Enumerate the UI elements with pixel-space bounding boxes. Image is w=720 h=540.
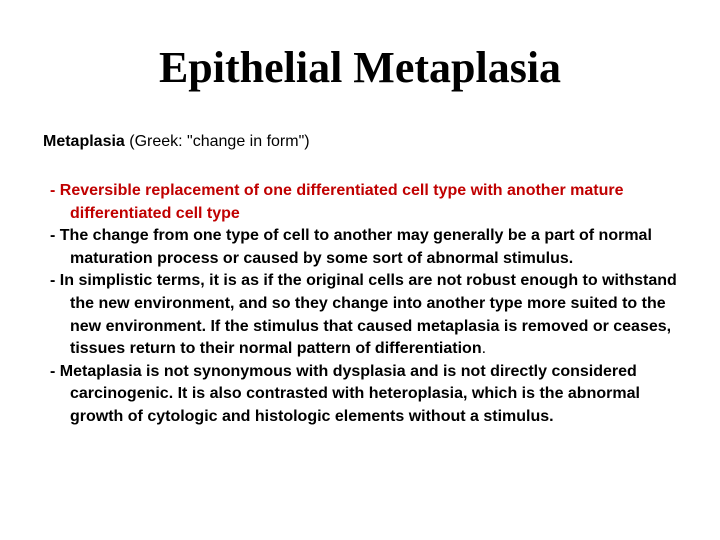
bullet-text: - The change from one type of cell to another may generally be a part of normal maturation process or caused by some sort of abnormal stimulus. (50, 227, 652, 267)
bullet-text: - Metaplasia is not synonymous with dysplasia and is not directly considered carcinogenic. It is also contrasted with heteroplasia, which is the abnormal growth of cytologic and histologic elements without a stimulus. (50, 362, 640, 425)
bullet-highlight: Reversible replacement (59, 182, 240, 199)
bullet-dash: - (50, 182, 60, 199)
bullet-reversible-replacement (50, 180, 680, 225)
bullet-text-end: . (481, 340, 487, 358)
bullet-text: - In simplistic terms, it is as if the original cells are not robust enough to withstand the new environment, and so they change into another type more suited to the new environment. (50, 272, 677, 335)
intro-term: Metaplasia (43, 133, 125, 150)
intro-line (43, 131, 310, 153)
bullet-emphasis: If the stimulus that caused metaplasia is removed or ceases, tissues return to their normal pattern of differentiation (70, 317, 672, 358)
bullet-not-dysplasia (50, 361, 680, 429)
bullet-simplistic-terms (50, 270, 680, 360)
slide-title: Epithelial Metaplasia (158, 43, 562, 92)
bullet-text: of one differentiated cell type with another mature differentiated cell type (70, 182, 624, 222)
bullet-maturation (50, 225, 680, 270)
intro-description: (Greek: "change in form") (124, 133, 310, 150)
bullet-list (50, 180, 680, 429)
